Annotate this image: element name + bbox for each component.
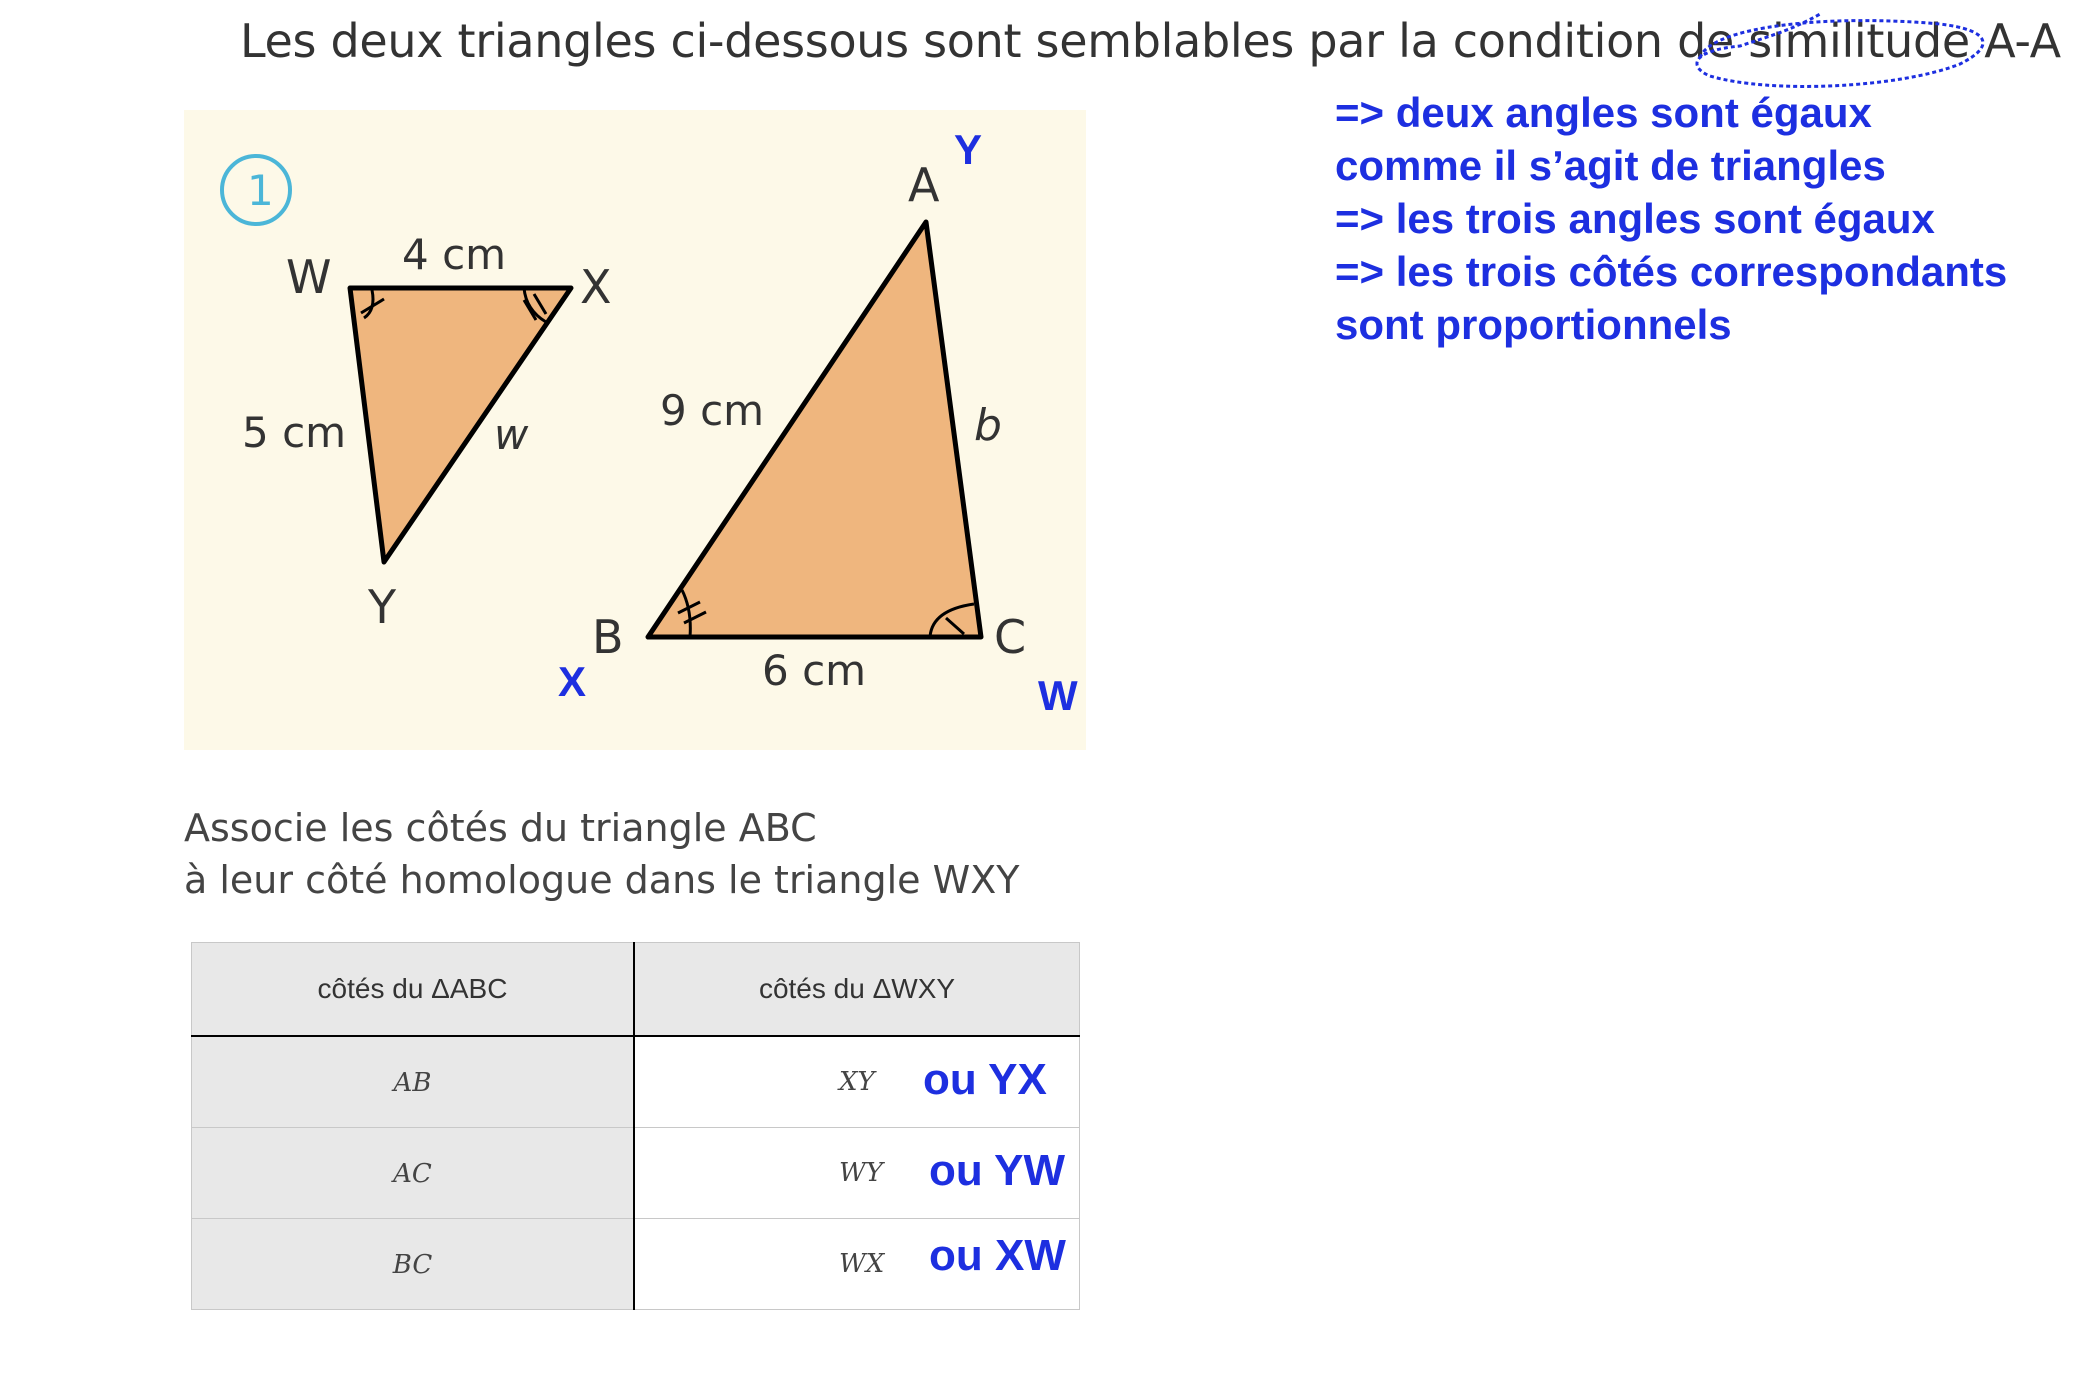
instruction-line: Associe les côtés du triangle ABC: [184, 806, 817, 850]
table-cell-abc: [192, 1036, 635, 1128]
side-name: AB: [393, 1067, 432, 1098]
annotation-c: W: [1038, 672, 1078, 719]
vertex-label-w: W: [286, 250, 332, 304]
side-label-wx: 4 cm: [402, 230, 507, 279]
side-label-ac: b: [974, 400, 1002, 451]
notes-block: [1335, 86, 2007, 351]
figure-number: 1: [247, 166, 274, 215]
handwritten-note: ou XW: [929, 1231, 1066, 1280]
side-name: BC: [392, 1249, 433, 1280]
side-label-xy: w: [494, 410, 529, 459]
column-header-wxy: côtés du ΔWXY: [634, 943, 1080, 1037]
column-header-abc: côtés du ΔABC: [192, 943, 635, 1037]
vertex-label-a: A: [908, 158, 940, 212]
triangles-figure: [184, 110, 1086, 750]
side-label-bc: 6 cm: [762, 646, 867, 695]
note-line: => les trois angles sont égaux: [1335, 195, 1935, 242]
triangle-wxy: [350, 288, 571, 562]
page-title: Les deux triangles ci-dessous sont semblables par la condition de similitude A-A: [240, 14, 2061, 68]
vertex-label-y: Y: [368, 580, 397, 634]
table-header-row: [192, 943, 1080, 1037]
table-row: [192, 1036, 1080, 1128]
table-row: [192, 1219, 1080, 1310]
circled-annotation: [1680, 6, 2000, 96]
annotation-a: Y: [954, 126, 983, 173]
side-label-ab: 9 cm: [660, 386, 765, 435]
vertex-label-x: X: [580, 260, 612, 314]
instruction-line: à leur côté homologue dans le triangle WXY: [184, 858, 1020, 902]
handwritten-note: ou YX: [923, 1055, 1047, 1104]
instructions: [184, 802, 1019, 906]
note-line: => les trois côtés correspondants: [1335, 248, 2008, 295]
side-label-wy: 5 cm: [242, 408, 347, 457]
side-name: AC: [393, 1158, 432, 1189]
handwritten-note: ou YW: [929, 1146, 1066, 1195]
vertex-label-b: B: [592, 610, 624, 664]
side-name: XY: [839, 1067, 875, 1097]
side-name: WX: [839, 1249, 885, 1279]
table-cell-wxy: [634, 1128, 1080, 1219]
note-line: => deux angles sont égaux: [1335, 89, 1872, 136]
side-name: WY: [839, 1158, 883, 1188]
note-line: sont proportionnels: [1335, 301, 1732, 348]
table-row: [192, 1128, 1080, 1219]
table-cell-wxy: [634, 1219, 1080, 1310]
table-cell-abc: [192, 1219, 635, 1310]
annotation-b: X: [558, 658, 587, 705]
table-cell-abc: [192, 1128, 635, 1219]
note-line: comme il s’agit de triangles: [1335, 142, 1886, 189]
correspondence-table: [191, 942, 1080, 1310]
table-cell-wxy: [634, 1036, 1080, 1128]
vertex-label-c: C: [994, 610, 1027, 664]
